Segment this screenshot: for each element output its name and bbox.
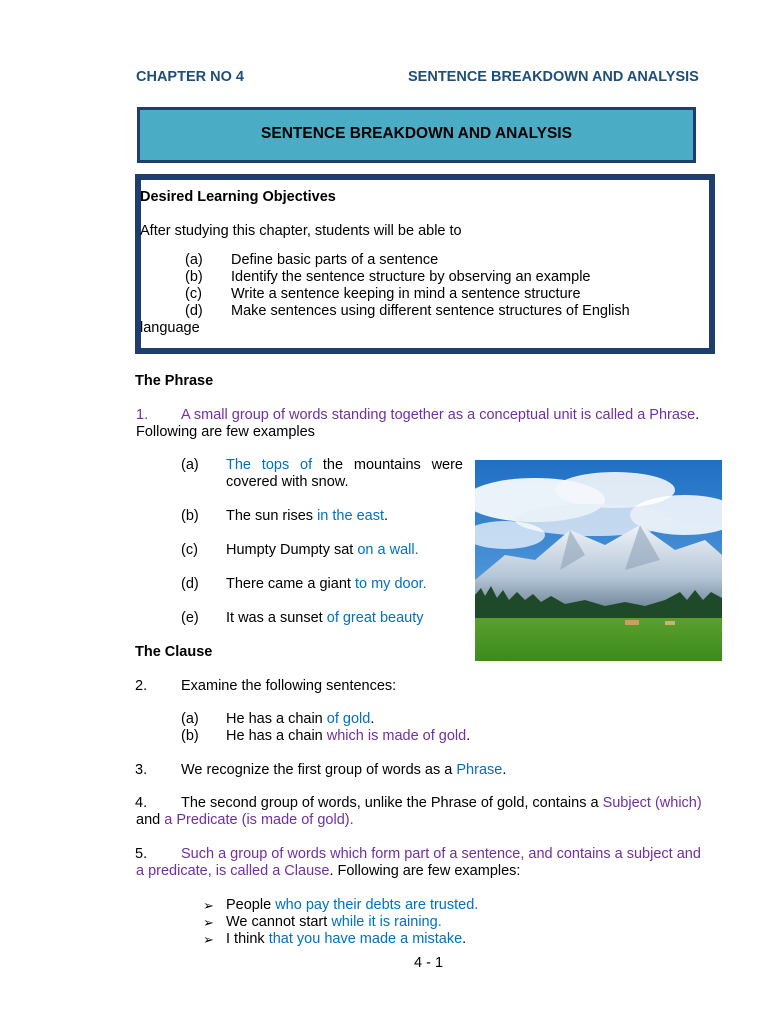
bullet-highlight: that you have made a mistake (268, 931, 463, 947)
bullet-item (226, 897, 478, 913)
example-label: (a) (181, 457, 199, 473)
example-sentence (226, 542, 419, 558)
phrase-definition (181, 407, 699, 423)
objective-text: Identify the sentence structure by observing an example (231, 269, 591, 285)
example-label: (c) (181, 542, 198, 558)
arrow-bullet-icon: ➢ (203, 932, 214, 947)
arrow-bullet-icon: ➢ (203, 898, 214, 913)
page-number: 4 - 1 (414, 955, 444, 971)
paragraph-post: . (502, 762, 507, 778)
example-highlight: to my door. (354, 576, 427, 592)
clause-heading: The Clause (135, 644, 213, 660)
example-label: (e) (181, 610, 199, 626)
sentence-highlight: of gold (326, 711, 371, 727)
mountain-landscape-image (475, 460, 722, 661)
example-highlight: in the east (317, 508, 384, 524)
chapter-label: CHAPTER NO 4 (136, 69, 244, 85)
example-highlight: of great beauty (326, 610, 424, 626)
example-sentence (226, 508, 388, 524)
sentence-text (226, 711, 374, 727)
paragraph-text-line2 (136, 812, 354, 828)
paragraph-number: 3. (135, 762, 148, 778)
sentence-text (226, 728, 470, 744)
clause-definition-post: . Following are few examples: (329, 863, 521, 879)
example-pre: There came a giant (226, 576, 355, 592)
objective-wrap-text: language (140, 320, 200, 336)
bullet-post: . (462, 931, 467, 947)
objective-label: (a) (185, 252, 203, 268)
example-post: . (384, 508, 389, 524)
example-pre: The sun rises (226, 508, 318, 524)
paragraph-pre: The second group of words, unlike the Phrase of gold, contains a (181, 795, 603, 811)
paragraph-text (181, 762, 506, 778)
paragraph-number: 2. (135, 678, 148, 694)
phrase-definition-period: . (695, 407, 700, 423)
example-sentence (226, 610, 424, 626)
paragraph-highlight: Subject (which) (602, 795, 702, 811)
paragraph-highlight: Phrase (456, 762, 503, 778)
bullet-item (226, 914, 442, 930)
bullet-pre: We cannot start (226, 914, 332, 930)
objective-text: Define basic parts of a sentence (231, 252, 439, 268)
objectives-intro: After studying this chapter, students will be able to (140, 223, 462, 239)
example-pre: Humpty Dumpty sat (226, 542, 358, 558)
paragraph-highlight: a Predicate (is made of gold). (164, 812, 354, 828)
clause-definition-line1: Such a group of words which form part of a sentence, and contains a subject and (181, 846, 701, 862)
phrase-definition-text: A small group of words standing together as a conceptual unit is called a Phrase (181, 407, 696, 423)
paragraph-text (181, 795, 702, 811)
example-highlight: on a wall. (357, 542, 419, 558)
sentence-pre: He has a chain (226, 728, 327, 744)
example-a-line2: covered with snow. (226, 474, 349, 490)
paragraph-number: 5. (135, 846, 148, 862)
sentence-label: (a) (181, 711, 199, 727)
objectives-heading: Desired Learning Objectives (140, 189, 336, 205)
objective-text: Make sentences using different sentence structures of English (231, 303, 630, 319)
paragraph-number: 1. (136, 407, 149, 423)
title-box (137, 107, 696, 163)
sentence-post: . (466, 728, 471, 744)
phrase-following: Following are few examples (136, 424, 315, 440)
clause-definition-line2 (136, 863, 520, 879)
paragraph-number: 4. (135, 795, 148, 811)
objective-text: Write a sentence keeping in mind a sentence structure (231, 286, 581, 302)
bullet-highlight: while it is raining. (331, 914, 442, 930)
objective-label: (c) (185, 286, 202, 302)
bullet-pre: People (226, 897, 276, 913)
paragraph-text: Examine the following sentences: (181, 678, 397, 694)
clause-definition-highlight: a predicate, is called a Clause (136, 863, 330, 879)
objective-label: (d) (185, 303, 203, 319)
example-label: (b) (181, 508, 199, 524)
bullet-pre: I think (226, 931, 269, 947)
title-box-text: SENTENCE BREAKDOWN AND ANALYSIS (261, 125, 572, 142)
example-highlight: The tops of (226, 457, 313, 473)
bullet-highlight: who pay their debts are trusted. (275, 897, 479, 913)
example-pre: It was a sunset (226, 610, 327, 626)
example-sentence (226, 576, 427, 592)
phrase-heading: The Phrase (135, 373, 214, 389)
header-title: SENTENCE BREAKDOWN AND ANALYSIS (408, 69, 699, 85)
objective-label: (b) (185, 269, 203, 285)
sentence-post: . (370, 711, 375, 727)
example-label: (d) (181, 576, 199, 592)
paragraph-and: and (136, 812, 165, 828)
paragraph-pre: We recognize the first group of words as a (181, 762, 457, 778)
sentence-label: (b) (181, 728, 199, 744)
sentence-pre: He has a chain (226, 711, 327, 727)
example-rest: the mountains were (322, 457, 463, 473)
bullet-item (226, 931, 466, 947)
example-a-line1 (226, 457, 463, 473)
arrow-bullet-icon: ➢ (203, 915, 214, 930)
sentence-highlight: which is made of gold (326, 728, 467, 744)
